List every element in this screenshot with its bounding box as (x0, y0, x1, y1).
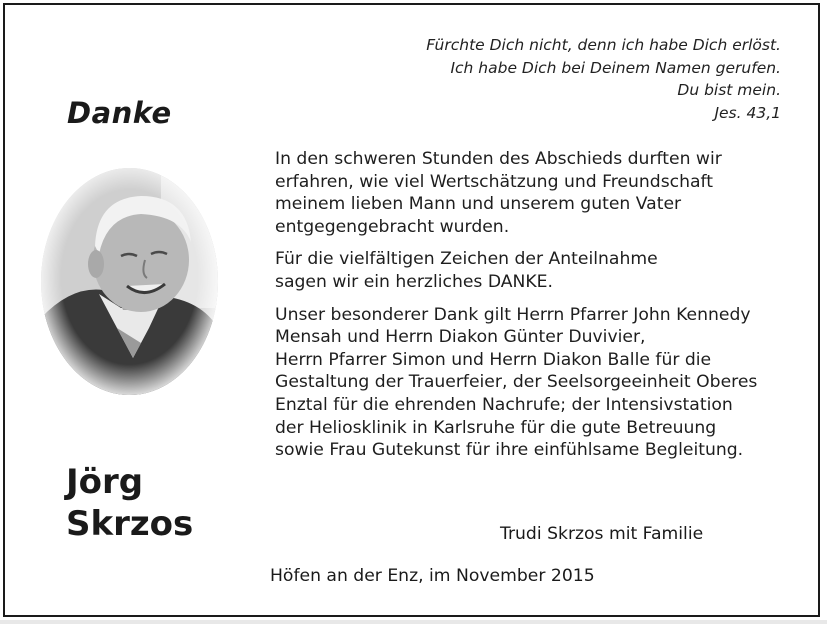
text-line: erfahren, wie viel Wertschätzung und Freundschaft (275, 171, 714, 192)
deceased-name (66, 461, 193, 545)
text-line: Unser besonderer Dank gilt Herrn Pfarrer John Kennedy (275, 304, 751, 325)
place-date: Höfen an der Enz, im November 2015 (270, 566, 595, 586)
verse-line: Fürchte Dich nicht, denn ich habe Dich erlöst. (426, 36, 781, 54)
text-line: In den schweren Stunden des Abschieds durften wir (275, 149, 722, 169)
text-line: meinem lieben Mann und unserem guten Vater (275, 194, 682, 215)
text-line: Herrn Pfarrer Simon und Herrn Diakon Balle für die (275, 349, 712, 370)
text-line: Mensah und Herrn Diakon Günter Duvivier, (275, 327, 646, 348)
portrait-illustration (41, 168, 218, 395)
text-line: sowie Frau Gutekunst für ihre einfühlsame Begleitung. (275, 440, 744, 461)
text-line: sagen wir ein herzliches DANKE. (275, 271, 553, 292)
heading-danke: Danke (67, 96, 172, 130)
verse-line: Ich habe Dich bei Deinem Namen gerufen. (450, 58, 781, 77)
signature: Trudi Skrzos mit Familie (500, 524, 704, 544)
text-line: Enztal für die ehrenden Nachrufe; der Intensivstation (275, 394, 733, 415)
bottom-rule (0, 620, 827, 624)
thanks-text (275, 148, 795, 472)
text-line: Gestaltung der Trauerfeier, der Seelsorgeeinheit Oberes (275, 372, 758, 393)
paragraph-3 (275, 304, 795, 462)
text-line: Für die vielfältigen Zeichen der Anteilnahme (275, 249, 658, 270)
paragraph-2 (275, 248, 795, 293)
first-name: Jörg (66, 462, 144, 502)
verse-reference: Jes. 43,1 (714, 103, 781, 122)
paragraph-1 (275, 148, 795, 238)
text-line: der Heliosklinik in Karlsruhe für die gute Betreuung (275, 417, 717, 438)
bible-verse (426, 34, 781, 124)
last-name: Skrzos (66, 504, 194, 544)
verse-line: Du bist mein. (677, 81, 781, 99)
portrait-photo (41, 168, 218, 395)
text-line: entgegengebracht wurden. (275, 216, 510, 237)
